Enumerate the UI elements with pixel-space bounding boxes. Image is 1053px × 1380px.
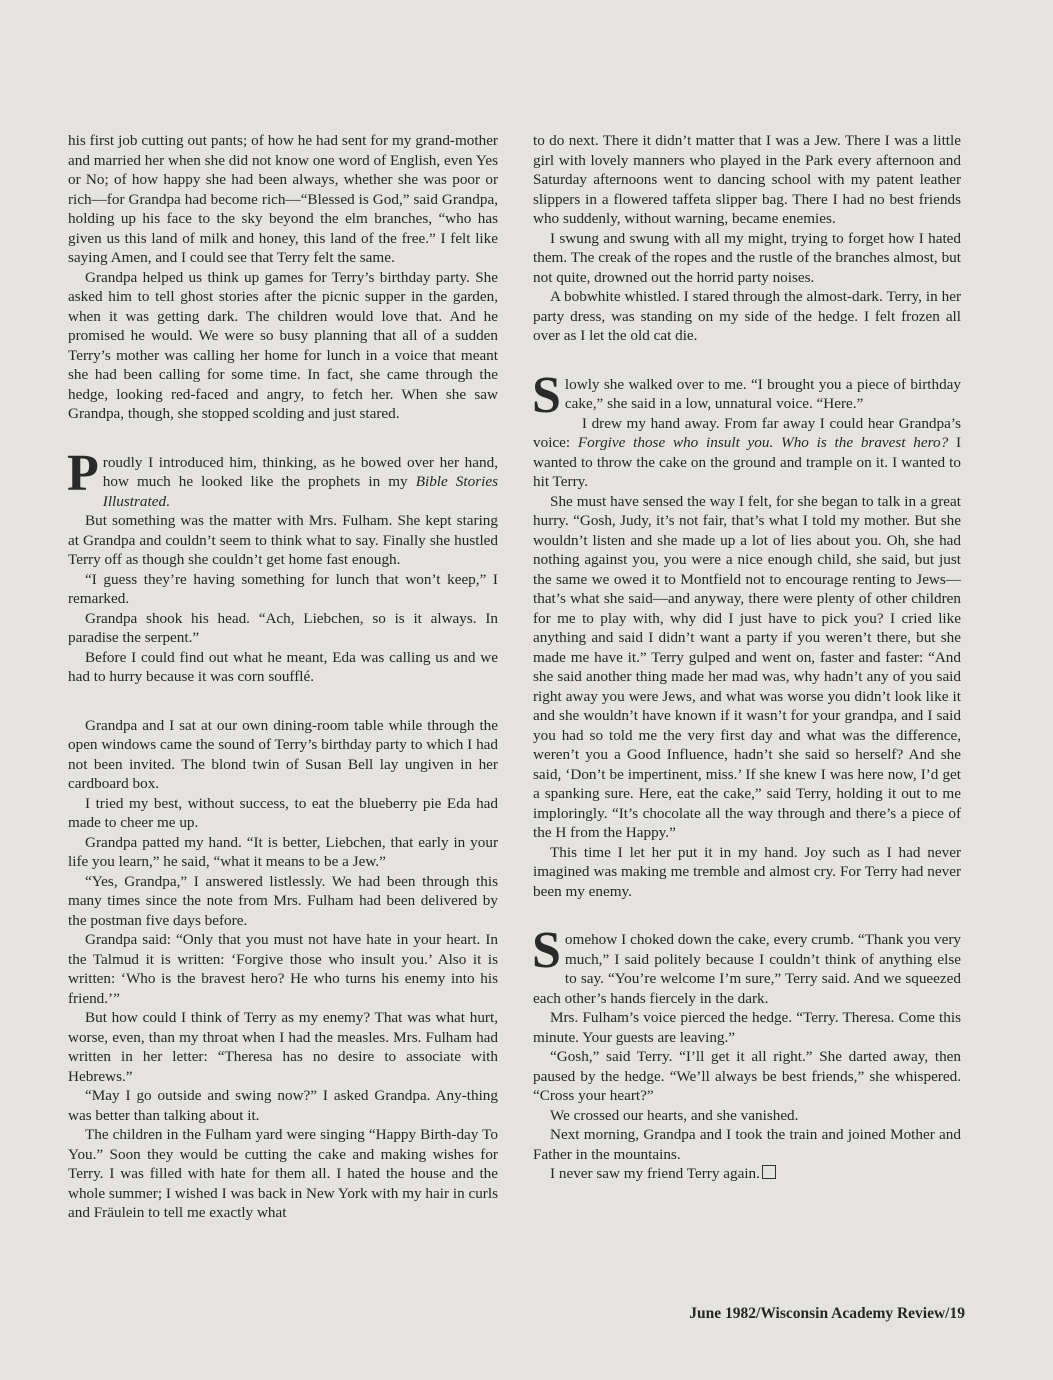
paragraph: his first job cutting out pants; of how he had sent for my grand-mother and married her when she did not know one word of English, even Yes or No; of how happy she had been always, whether she was poor or rich—for Grandpa had become rich—“Blessed is God,” said Grandpa, holding up his face to the sky beyond the elm branches, “who has given us this land of milk and honey, this land of the free.” I felt like saying Amen, and I could see that Terry felt the same. bbox=[68, 132, 498, 266]
right-column bbox=[533, 131, 961, 1184]
paragraph: Next morning, Grandpa and I took the train and joined Mother and Father in the mountains. bbox=[533, 1126, 961, 1163]
paragraph: I tried my best, without success, to eat the blueberry pie Eda had made to cheer me up. bbox=[68, 794, 498, 831]
paragraph: Mrs. Fulham’s voice pierced the hedge. “Terry. Theresa. Come this minute. Your guests are leaving.” bbox=[533, 1009, 961, 1046]
paragraph: Grandpa helped us think up games for Terry’s birthday party. She asked him to tell ghost stories after the picnic supper in the garden, when it was getting dark. The children would love that. And he promised he would. We were so busy planning that all of a sudden Terry’s mother was calling her home for lunch in a voice that meant she had been calling for some time. In fact, she came through the hedge, looking red-faced and angry, to fetch her. When she saw Grandpa, though, she stopped scolding and just stared. bbox=[68, 268, 498, 422]
paragraph: “May I go outside and swing now?” I asked Grandpa. Any-thing was better than talking about it. bbox=[68, 1087, 498, 1124]
end-mark-icon bbox=[762, 1165, 776, 1179]
paragraph: The children in the Fulham yard were singing “Happy Birth-day To You.” Soon they would be cutting the cake and making wishes for Terry. I was filled with hate for them all. I hated the house and the whole summer; I wished I was back in New York with my hair in curls and Fräulein to tell me exactly what bbox=[68, 1126, 498, 1221]
paragraph: But how could I think of Terry as my enemy? That was what hurt, worse, even, than my throat when I had the measles. Mrs. Fulham had written in her letter: “Theresa has no desire to associate with Hebrews.” bbox=[68, 1009, 498, 1085]
drop-cap: P bbox=[67, 444, 99, 502]
paragraph: “Yes, Grandpa,” I answered listlessly. We had been through this many times since the note from Mrs. Fulham had been delivered by the postman five days before. bbox=[68, 872, 498, 929]
page-footer: June 1982/Wisconsin Academy Review/19 bbox=[689, 1305, 965, 1322]
drop-cap: S bbox=[532, 922, 561, 979]
paragraph: Grandpa shook his head. “Ach, Liebchen, so is it always. In paradise the serpent.” bbox=[68, 609, 498, 646]
paragraph: I swung and swung with all my might, trying to forget how I hated them. The creak of the ropes and the rustle of the branches almost, but not quite, drowned out the horrid party noises. bbox=[533, 229, 961, 286]
drop-cap: S bbox=[532, 366, 561, 424]
paragraph: This time I let her put it in my hand. Joy such as I had never imagined was making me tremble and almost cry. For Terry had never been my enemy. bbox=[533, 843, 961, 900]
section-opening-paragraph: Slowly she walked over to me. “I brought you a piece of birthday cake,” she said in a low, unnatural voice. “Here.” bbox=[532, 366, 961, 424]
section-opening-paragraph: Somehow I choked down the cake, every crumb. “Thank you very much,” I said politely because I couldn’t think of anything else to say. “You’re welcome I’m sure,” Terry said. And we squeezed each other’s hands fiercely in the dark. bbox=[532, 922, 961, 1007]
left-column bbox=[68, 131, 498, 1223]
paragraph: “Gosh,” said Terry. “I’ll get it all right.” She darted away, then paused by the hedge. “We’ll always be best friends,” she whispered. “Cross your heart?” bbox=[533, 1048, 961, 1104]
paragraph: But something was the matter with Mrs. Fulham. She kept staring at Grandpa and couldn’t seem to think what to say. Finally she hustled Terry off as though she couldn’t get home fast enough. bbox=[68, 512, 498, 568]
paragraph: “I guess they’re having something for lunch that won’t keep,” I remarked. bbox=[68, 570, 498, 607]
paragraph: I drew my hand away. From far away I could hear Grandpa’s voice: Forgive those who insult you. Who is the bravest hero? I wanted to throw the cake on the ground and trample on it. I wanted to hit Terry. bbox=[533, 414, 962, 490]
paragraph: Grandpa said: “Only that you must not have hate in your heart. In the Talmud it is written: ‘Forgive those who insult you.’ Also it is written: ‘Who is the bravest hero? He who turns his enemy into his friend.’” bbox=[68, 931, 498, 1007]
paragraph: I never saw my friend Terry again. bbox=[533, 1164, 961, 1184]
paragraph: We crossed our hearts, and she vanished. bbox=[550, 1106, 799, 1124]
paragraph: Before I could find out what he meant, Eda was calling us and we had to hurry because it was corn soufflé. bbox=[68, 648, 498, 685]
section-opening-paragraph: Proudly I introduced him, thinking, as he bowed over her hand, how much he looked like the prophets in my Bible Stories Illustrated. bbox=[67, 444, 498, 510]
paragraph: to do next. There it didn’t matter that I was a Jew. There I was a little girl with lovely manners who played in the Park every afternoon and Saturday afternoons went to dancing school with my patent leather slippers in a flowered taffeta slipper bag. There I had no best friends who suddenly, without warning, became enemies. bbox=[533, 132, 961, 227]
paragraph: Grandpa and I sat at our own dining-room table while through the open windows came the sound of Terry’s birthday party to which I had not been invited. The blond twin of Susan Bell lay ungiven in her cardboard box. bbox=[68, 716, 498, 792]
paragraph: A bobwhite whistled. I stared through the almost-dark. Terry, in her party dress, was standing on my side of the hedge. I felt frozen all over as I let the old cat die. bbox=[533, 288, 961, 344]
paragraph: She must have sensed the way I felt, for she began to talk in a great hurry. “Gosh, Judy, it’s not fair, that’s what I told my mother. But she wouldn’t listen and she made up a lot of lies about you. Oh, she had nothing against you, you were a nice enough child, she said, but just the same we owed it to Montfield not to encourage renting to Jews—that’s what she said—and anyway, there were plenty of other children for me to play with, why did I just have to pick you? I cried like anything and said I didn’t want a party if you weren’t there, but she made me have it.” Terry gulped and went on, faster and faster: “And she said another thing made her mad was, why hadn’t any of you said right away you were Jews, and what was worse you didn’t look like it and she wouldn’t have known if it wasn’t for your grandpa, and I said you had so told me the very first day and what was the difference, weren’t you a Good Influence, hadn’t she said so herself? And she said, ‘Don’t be impertinent, miss.’ If she knew I was here now, I’d get a spanking sure. Here, eat the cake,” said Terry, holding it out to me imploringly. “It’s chocolate all the way through and there’s a piece of the H from the Happy.” bbox=[533, 492, 961, 841]
paragraph: Grandpa patted my hand. “It is better, Liebchen, that early in your life you learn,” he said, “what it means to be a Jew.” bbox=[68, 833, 498, 870]
